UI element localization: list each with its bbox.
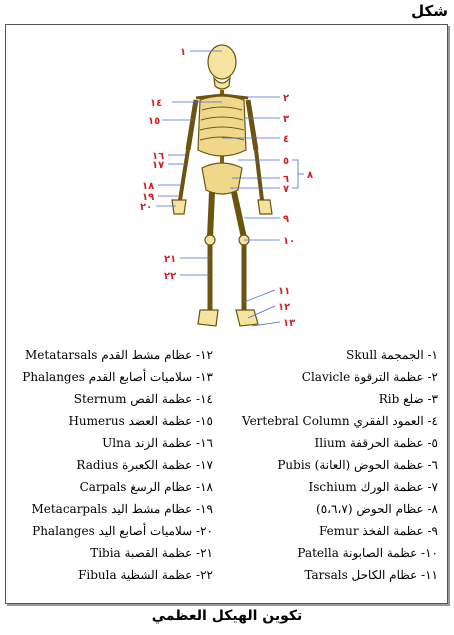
figure-label: شكل [411, 2, 448, 20]
legend-item-21: ٢١- عظمة القصبة Tibia [90, 546, 213, 560]
legend-item-15: ١٥- عظمة العضد Humerus [68, 414, 213, 428]
marker-4: ٤ [283, 134, 290, 145]
legend-item-16: ١٦- عظمة الزند Ulna [102, 436, 213, 450]
legend-item-3: ٣- ضلع Rib [378, 392, 438, 406]
marker-17: ١٧ [152, 160, 165, 171]
legend-item-20: ٢٠- سلاميات أصابع اليد Phalanges [32, 524, 213, 538]
marker-6: ٦ [283, 174, 290, 185]
marker-20: ٢٠ [140, 202, 153, 213]
pelvis-bracket [292, 160, 304, 188]
legend-item-14: ١٤- عظمة القص Sternum [73, 392, 213, 406]
legend-item-22: ٢٢- عظمة الشظية Fibula [78, 568, 213, 582]
marker-14: ١٤ [150, 98, 163, 109]
legend-item-6: ٦- عظمة الحوض (العانة) Pubis [277, 458, 438, 472]
legend-item-17: ١٧- عظمة الكعبرة Radius [76, 458, 213, 472]
marker-22: ٢٢ [164, 271, 177, 282]
marker-5: ٥ [283, 156, 290, 167]
marker-1: ١ [180, 47, 187, 58]
legend-item-1: ١- الجمجمة Skull [346, 348, 438, 362]
marker-18: ١٨ [142, 181, 155, 192]
legend-item-19: ١٩- عظام مشط اليد Metacarpals [31, 502, 213, 516]
marker-11: ١١ [278, 286, 291, 297]
marker-8: ٨ [307, 170, 314, 181]
legend-item-12: ١٢- عظام مشط القدم Metatarsals [25, 348, 213, 362]
legend-item-5: ٥- عظمة الحرقفة Ilium [314, 436, 438, 450]
marker-3: ٣ [283, 114, 290, 125]
marker-12: ١٢ [278, 302, 291, 313]
skeleton-illustration [172, 45, 272, 326]
marker-21: ٢١ [164, 254, 177, 265]
marker-19: ١٩ [142, 192, 155, 203]
legend-item-10: ١٠- عظمة الصابونة Patella [297, 546, 438, 560]
legend-item-8: ٨- عظام الحوض (٥،٦،٧) [316, 502, 438, 516]
legend-item-18: ١٨- عظام الرسغ Carpals [79, 480, 213, 494]
marker-2: ٢ [283, 93, 290, 104]
marker-16: ١٦ [152, 151, 165, 162]
legend-item-7: ٧- عظمة الورك Ischium [308, 480, 438, 494]
skull-shape [208, 45, 236, 79]
legend-item-4: ٤- العمود الفقري Vertebral Column [242, 414, 438, 428]
legend-item-2: ٢- عظمة الترقوة Clavicle [301, 370, 438, 384]
marker-13: ١٣ [283, 318, 296, 329]
figure-caption: تكوين الهيكل العظمي [151, 608, 303, 624]
marker-10: ١٠ [283, 236, 296, 247]
legend-item-9: ٩- عظمة الفخذ Femur [318, 524, 438, 538]
marker-9: ٩ [283, 214, 290, 225]
marker-15: ١٥ [148, 116, 161, 127]
marker-7: ٧ [283, 184, 290, 195]
legend-item-11: ١١- عظام الكاحل Tarsals [304, 568, 438, 582]
legend-item-13: ١٣- سلاميات أصابع القدم Phalanges [22, 370, 213, 384]
